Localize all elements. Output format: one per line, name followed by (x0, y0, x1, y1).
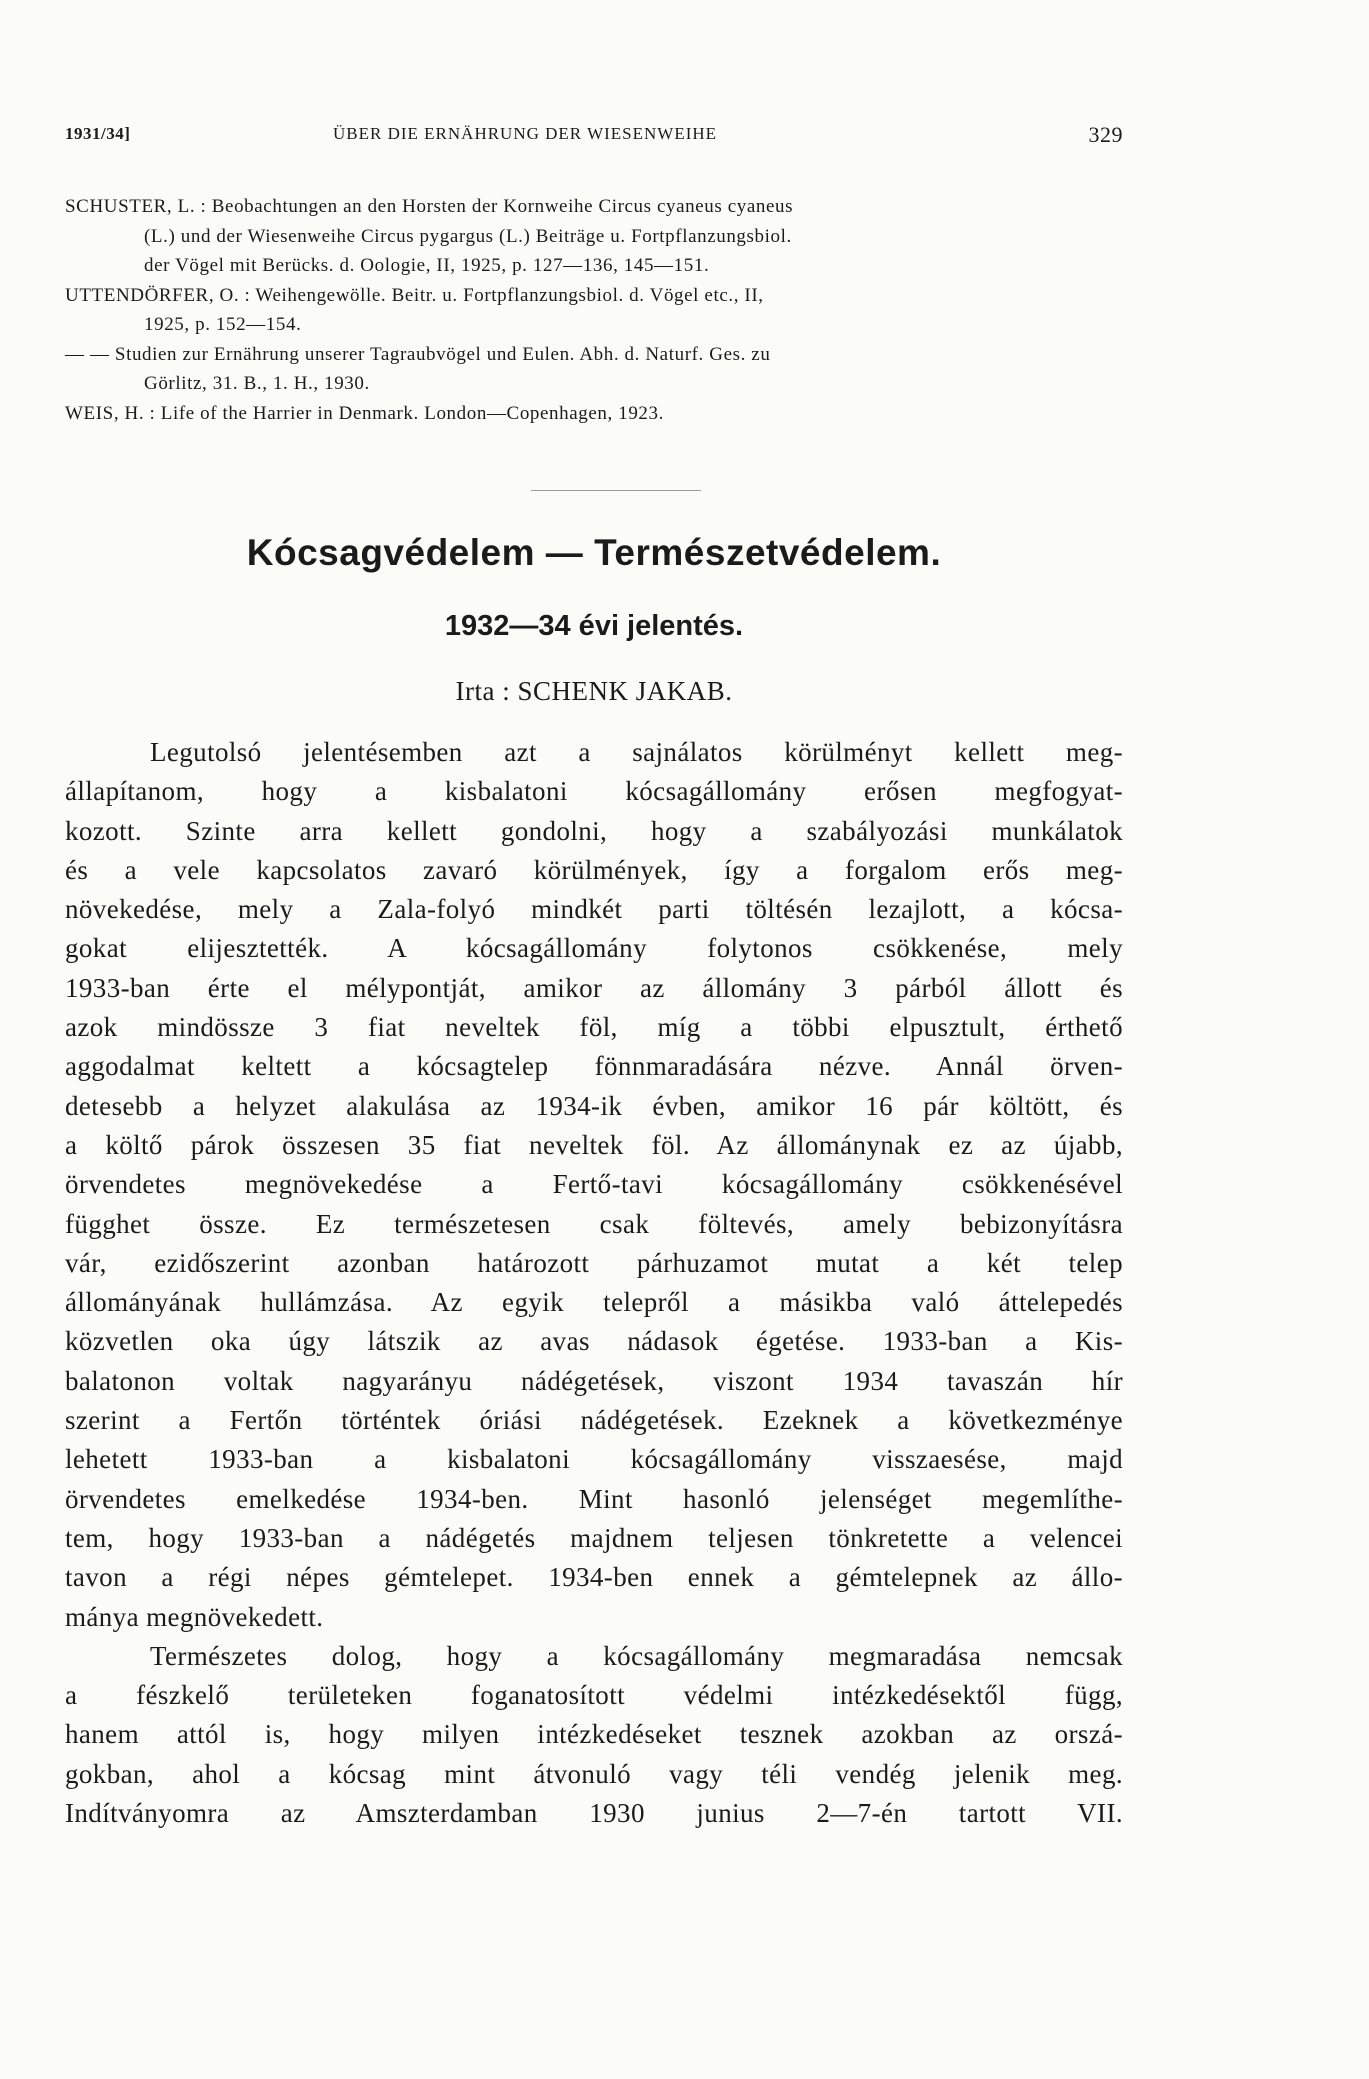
body-line: szerint a Fertőn történtek óriási nádégetések. Ezeknek a következménye (65, 1405, 1123, 1436)
reference-line: UTTENDÖRFER, O. : Weihengewölle. Beitr. u. Fortpflanzungsbiol. d. Vögel etc., II, (65, 284, 764, 306)
reference-line: SCHUSTER, L. : Beobachtungen an den Horsten der Kornweihe Circus cyaneus cyaneus (65, 196, 794, 217)
article-body (65, 733, 1123, 1833)
article-author: Irta : SCHENK JAKAB. (455, 676, 733, 706)
reference-entry (65, 192, 1123, 281)
reference-line: (L.) und der Wiesenweihe Circus pygargus (L.) Beiträge u. Fortpflanzungsbiol. (144, 225, 792, 247)
reference-line: 1925, p. 152—154. (144, 314, 302, 335)
body-line: Legutolsó jelentésemben azt a sajnálatos körülményt kellett meg- (150, 737, 1123, 767)
section-divider (531, 490, 701, 491)
reference-entry (65, 281, 1123, 340)
body-line: kozott. Szinte arra kellett gondolni, hogy a szabályozási munkálatok (65, 815, 1123, 846)
body-line: közvetlen oka úgy látszik az avas nádasok égetése. 1933-ban a Kis- (65, 1326, 1123, 1357)
reference-entry (65, 340, 1123, 399)
page-number: 329 (1088, 122, 1123, 147)
body-line: állapítanom, hogy a kisbalatoni kócsagállomány erősen megfogyat- (65, 776, 1123, 807)
body-line: azok mindössze 3 fiat neveltek föl, míg a többi elpusztult, érthető (65, 1012, 1123, 1043)
body-line: 1933-ban érte el mélypontját, amikor az állomány 3 párból állott és (65, 972, 1123, 1003)
reference-line: der Vögel mit Berücks. d. Oologie, II, 1925, p. 127—136, 145—151. (144, 255, 710, 276)
body-line: örvendetes megnövekedése a Fertő-tavi kócsagállomány csökkenésével (65, 1169, 1123, 1200)
body-line: aggodalmat keltett a kócsagtelep fönnmaradására nézve. Annál örven- (65, 1051, 1123, 1082)
body-line: a költő párok összesen 35 fiat neveltek föl. Az állománynak ez az újabb, (65, 1129, 1123, 1160)
body-line: a fészkelő területeken foganatosított védelmi intézkedésektől függ, (65, 1680, 1123, 1711)
body-line: hanem attól is, hogy milyen intézkedéseket tesznek azokban az orszá- (65, 1719, 1123, 1750)
body-line: lehetett 1933-ban a kisbalatoni kócsagállomány visszaesése, majd (65, 1444, 1123, 1475)
running-header (65, 124, 1123, 154)
reference-list (65, 192, 1123, 428)
body-line: tem, hogy 1933-ban a nádégetés majdnem teljesen tönkretette a velencei (65, 1522, 1123, 1553)
body-line: örvendetes emelkedése 1934-ben. Mint hasonló jelenséget megemlíthe- (65, 1483, 1123, 1514)
article-title: Kócsagvédelem — Természetvédelem. (246, 532, 942, 573)
reference-entry (65, 399, 1123, 429)
body-line: gokban, ahol a kócsag mint átvonuló vagy téli vendég jelenik meg. (65, 1758, 1123, 1789)
body-line: állományának hullámzása. Az egyik telepről a másikba való áttelepedés (65, 1287, 1123, 1318)
body-line: és a vele kapcsolatos zavaró körülmények, így a forgalom erős meg- (65, 854, 1123, 885)
body-line: detesebb a helyzet alakulása az 1934-ik évben, amikor 16 pár költött, és (65, 1090, 1123, 1121)
body-line: tavon a régi népes gémtelepet. 1934-ben ennek a gémtelepnek az állo- (65, 1562, 1123, 1593)
article-subtitle: 1932—34 évi jelentés. (444, 610, 744, 642)
body-line: mánya megnövekedett. (65, 1601, 324, 1632)
reference-line: — — Studien zur Ernährung unserer Tagraubvögel und Eulen. Abh. d. Naturf. Ges. zu (65, 343, 771, 365)
reference-line: Görlitz, 31. B., 1. H., 1930. (144, 373, 370, 394)
body-line: Természetes dolog, hogy a kócsagállomány megmaradása nemcsak (150, 1640, 1123, 1671)
body-line: balatonon voltak nagyarányu nádégetések, viszont 1934 tavaszán hír (65, 1365, 1123, 1396)
running-title: ÜBER DIE ERNÄHRUNG DER WIESENWEIHE (333, 124, 718, 143)
volume-label: 1931/34] (65, 124, 131, 143)
body-line: növekedése, mely a Zala-folyó mindkét parti töltésén lezajlott, a kócsa- (65, 894, 1123, 925)
body-line: Indítványomra az Amszterdamban 1930 junius 2—7-én tartott VII. (65, 1798, 1123, 1829)
body-line: vár, ezidőszerint azonban határozott párhuzamot mutat a két telep (65, 1247, 1123, 1278)
body-line: függhet össze. Ez természetesen csak föltevés, amely bebizonyításra (65, 1208, 1123, 1239)
reference-line: WEIS, H. : Life of the Harrier in Denmark. London—Copenhagen, 1923. (65, 402, 664, 424)
body-line: gokat elijesztették. A kócsagállomány folytonos csökkenése, mely (65, 933, 1123, 964)
